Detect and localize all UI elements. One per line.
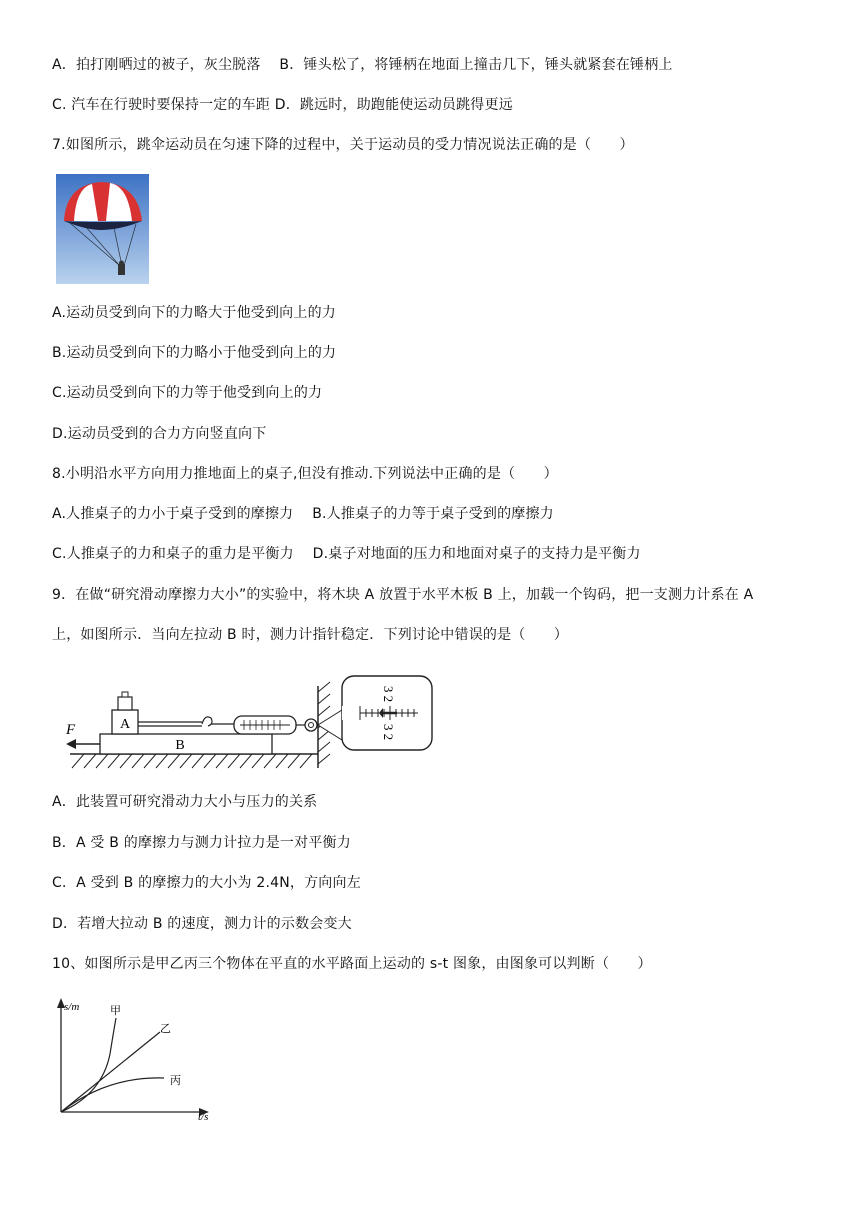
- q8-options-ab: A.人推桌子的力小于桌子受到的摩擦力 B.人推桌子的力等于桌子受到的摩擦力: [52, 506, 554, 522]
- st-graph: [52, 994, 222, 1124]
- label-f: F: [66, 722, 76, 738]
- q6-options-cd: C. 汽车在行驶时要保持一定的车距 D．跳远时，助跑能使运动员跳得更远: [52, 97, 513, 113]
- q7-option-c: C.运动员受到向下的力等于他受到向上的力: [52, 385, 323, 401]
- label-b: B: [175, 738, 185, 753]
- q7-option-b: B.运动员受到向下的力略小于他受到向上的力: [52, 345, 337, 361]
- q7-option-d: D.运动员受到的合力方向竖直向下: [52, 426, 267, 442]
- question-9-line1: 9．在做“研究滑动摩擦力大小”的实验中，将木块 A 放置于水平木板 B 上，加载一个钩码，把一支测力计系在 A: [52, 587, 754, 603]
- q9-option-a: A．此装置可研究滑动力大小与压力的关系: [52, 794, 318, 810]
- x-axis-label: t/s: [198, 1111, 209, 1123]
- question-10: 10、如图所示是甲乙丙三个物体在平直的水平路面上运动的 s-t 图象，由图象可以判断（ ）: [52, 956, 652, 972]
- parachute-image: [56, 174, 149, 284]
- friction-experiment-figure: [62, 670, 436, 774]
- scale-numbers-bottom: 3 2: [381, 723, 396, 741]
- curve-bing-label: 丙: [170, 1074, 181, 1087]
- y-axis-label: s/m: [64, 1001, 80, 1013]
- label-a: A: [119, 717, 131, 732]
- scale-numbers-top: 3 2: [381, 685, 396, 703]
- q8-options-cd: C.人推桌子的力和桌子的重力是平衡力 D.桌子对地面的压力和地面对桌子的支持力是平衡力: [52, 546, 641, 562]
- question-9-line2: 上，如图所示．当向左拉动 B 时，测力计指针稳定．下列讨论中错误的是（ ）: [52, 627, 569, 643]
- q7-option-a: A.运动员受到向下的力略大于他受到向上的力: [52, 305, 336, 321]
- q6-options-ab: A．拍打刚晒过的被子，灰尘脱落 B．锤头松了，将锤柄在地面上撞击几下，锤头就紧套在锤柄上: [52, 57, 673, 73]
- q9-option-b: B．A 受 B 的摩擦力与测力计拉力是一对平衡力: [52, 835, 351, 851]
- curve-jia-label: 甲: [110, 1004, 121, 1017]
- q9-option-c: C．A 受到 B 的摩擦力的大小为 2.4N，方向向左: [52, 875, 361, 891]
- curve-yi-label: 乙: [160, 1022, 171, 1035]
- question-7: 7.如图所示，跳伞运动员在匀速下降的过程中，关于运动员的受力情况说法正确的是（ ）: [52, 137, 634, 153]
- q9-option-d: D．若增大拉动 B 的速度，测力计的示数会变大: [52, 916, 352, 932]
- question-8: 8.小明沿水平方向用力推地面上的桌子,但没有推动.下列说法中正确的是（ ）: [52, 466, 558, 482]
